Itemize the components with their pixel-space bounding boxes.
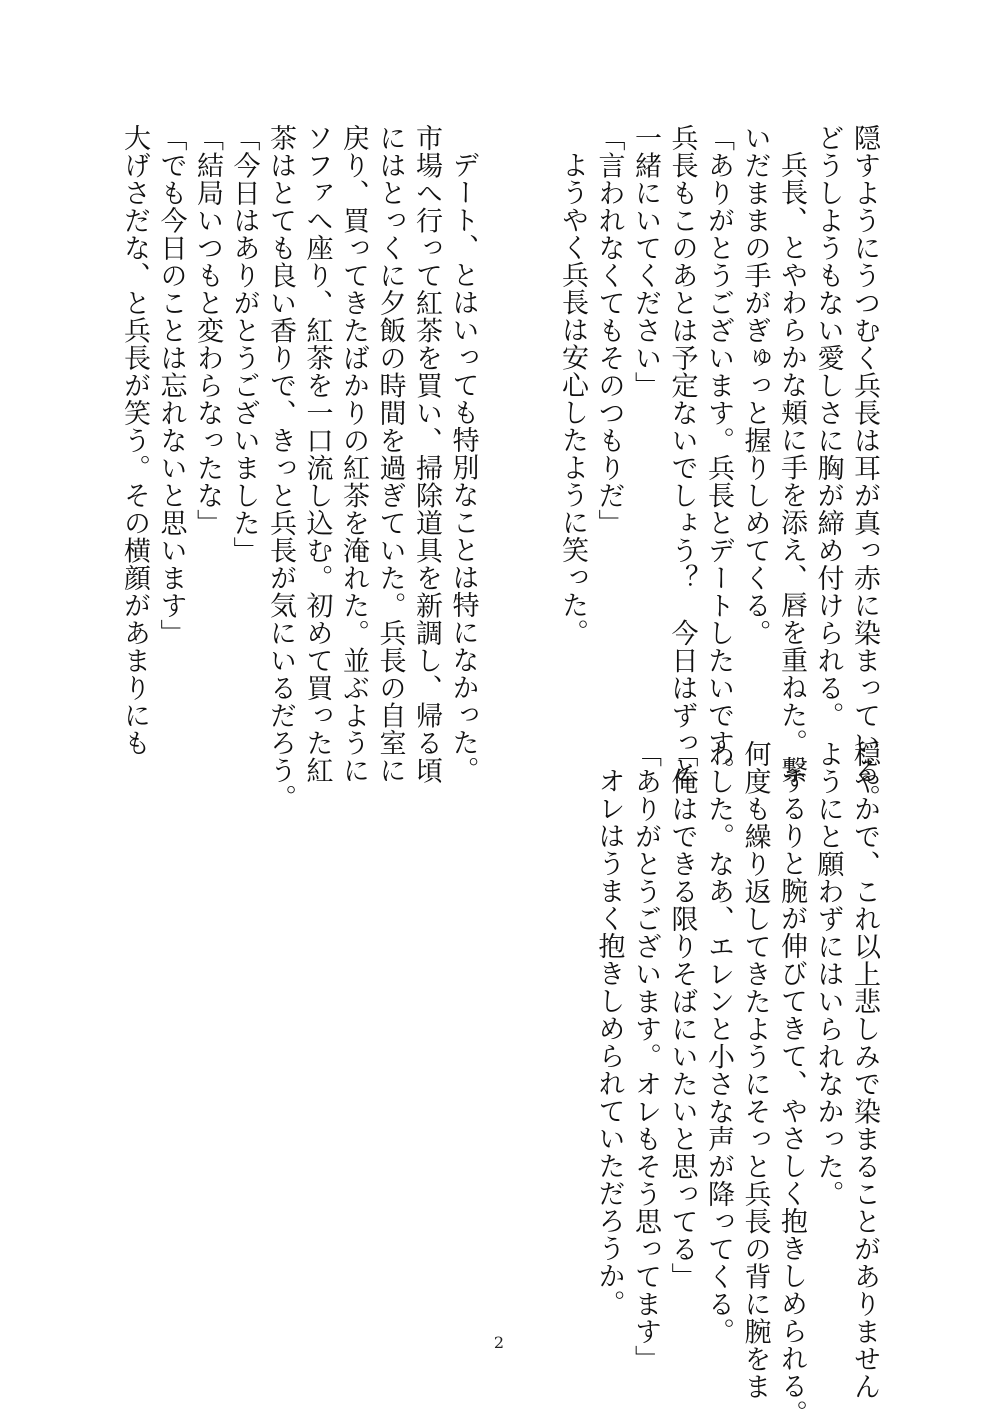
text-line: 「でも今日のことは忘れないと思います」 <box>155 124 187 647</box>
text-line: 戻り、買ってきたばかりの紅茶を淹れた。並ぶように <box>338 124 369 784</box>
text-line: ようにと願わずにはいられなかった。 <box>812 740 844 1208</box>
text-line: 大げさだな、と兵長が笑う。その横顔があまりにも <box>119 124 150 757</box>
text-line: にはとっくに夕飯の時間を過ぎていた。兵長の自室に <box>374 124 406 784</box>
text-line: 茶はとても良い香りで、きっと兵長が気にいるだろう。 <box>265 124 296 812</box>
text-line: どうしようもない愛しさに胸が締め付けられる。 <box>812 124 844 729</box>
text-line: デート、とはいっても特別なことは特になかった。 <box>447 151 479 784</box>
text-line: オレはうまく抱きしめられていただろうか。 <box>593 767 625 1317</box>
text-line: 「今日はありがとうございました」 <box>228 124 260 564</box>
text-line: 「言われなくてもそのつもりだ」 <box>593 124 625 537</box>
text-line: わした。なあ、エレンと小さな声が降ってくる。 <box>703 740 734 1345</box>
text-line: 「俺はできる限りそばにいたいと思ってる」 <box>666 740 698 1290</box>
page-number: 2 <box>493 1333 505 1352</box>
text-line: ようやく兵長は安心したように笑った。 <box>557 151 588 646</box>
bottom-text-block <box>590 740 882 1427</box>
text-line: 「結局いつもと変わらなったな」 <box>192 124 223 537</box>
text-line: 穏やかで、これ以上悲しみで染まることがありません <box>849 740 880 1400</box>
text-line: 何度も繰り返してきたようにそっと兵長の背に腕をま <box>739 740 771 1400</box>
text-line: 一緒にいてください」 <box>630 124 661 399</box>
section-gap <box>517 124 554 684</box>
text-line: いだままの手がぎゅっと握りしめてくる。 <box>739 124 771 647</box>
top-text-block <box>116 124 883 812</box>
text-line: 隠すようにうつむく兵長は耳が真っ赤に染まっている。 <box>849 124 880 812</box>
text-line: するりと腕が伸びてきて、やさしく抱きしめられる。 <box>776 767 807 1427</box>
section-gap <box>481 124 518 684</box>
text-line: 兵長もこのあとは予定ないでしょう？ 今日はずっと <box>666 124 698 784</box>
text-line: ソファへ座り、紅茶を一口流し込む。初めて買った紅 <box>301 124 333 784</box>
text-line: 兵長、とやわらかな頬に手を添え、唇を重ねた。繋 <box>776 151 807 784</box>
text-line: 「ありがとうございます。オレもそう思ってます」 <box>630 740 661 1373</box>
text-line: 市場へ行って紅茶を買い、掃除道具を新調し、帰る頃 <box>411 124 442 784</box>
text-line: 「ありがとうございます。兵長とデートしたいです。 <box>703 124 734 784</box>
